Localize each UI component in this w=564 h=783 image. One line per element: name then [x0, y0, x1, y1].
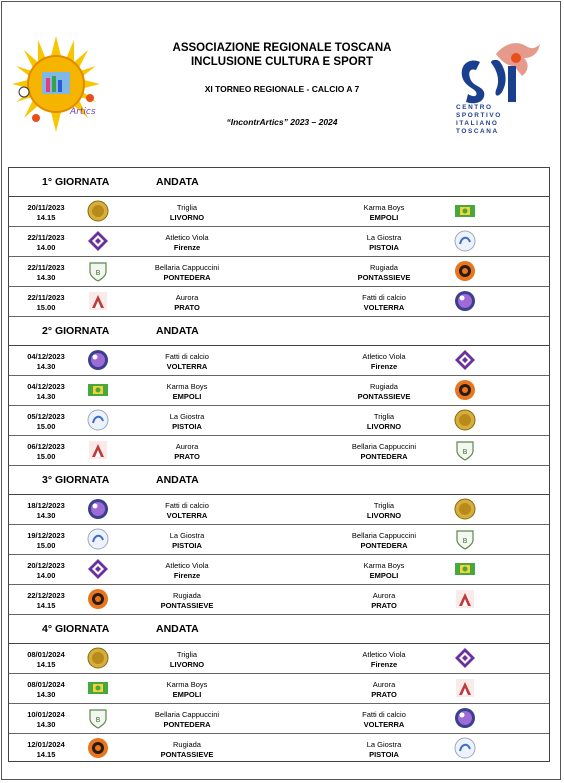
rugiada-badge-icon: [454, 379, 476, 401]
home-team: [117, 531, 257, 550]
home-team: [117, 591, 257, 610]
match-row: [9, 287, 549, 317]
match-time: 14.30: [36, 689, 56, 699]
away-team: [314, 591, 454, 610]
round-title: 4° GIORNATA: [42, 623, 110, 635]
match-date: 08/01/2024: [27, 680, 65, 689]
match-date: 08/01/2024: [27, 650, 65, 659]
match-time: 14.30: [36, 361, 56, 371]
match-time: 14.15: [36, 212, 56, 222]
svg-text:B: B: [95, 716, 101, 724]
match-row: [9, 227, 549, 257]
match-date: 20/12/2023: [27, 561, 65, 570]
away-team-name: Bellaria Cappuccini: [351, 531, 417, 540]
match-date: 22/11/2023: [27, 293, 65, 302]
home-team-name: Aurora: [175, 293, 199, 302]
match-date: 05/12/2023: [27, 412, 65, 421]
match-date: 19/12/2023: [27, 531, 65, 540]
karma-badge-icon: [87, 379, 109, 401]
match-date: 04/12/2023: [27, 352, 65, 361]
giostra-badge-icon: [87, 409, 109, 431]
match-datetime: [21, 501, 71, 520]
home-team: [117, 501, 257, 520]
match-row: [9, 644, 549, 674]
match-time: 15.00: [36, 451, 56, 461]
home-team-city: PISTOIA: [172, 540, 202, 550]
away-team: [314, 561, 454, 580]
match-date: 22/11/2023: [27, 233, 65, 242]
match-datetime: [21, 263, 71, 282]
away-team-city: PONTASSIEVE: [357, 391, 411, 401]
home-team-city: PRATO: [174, 451, 200, 461]
match-row: [9, 257, 549, 287]
away-team-city: Firenze: [370, 361, 398, 371]
away-team-city: Firenze: [370, 659, 398, 669]
home-team-name: Atletico Viola: [165, 233, 209, 242]
away-team-name: La Giostra: [366, 233, 402, 242]
away-team: [314, 740, 454, 759]
match-date: 18/12/2023: [27, 501, 65, 510]
away-team: [314, 710, 454, 729]
home-team: [117, 233, 257, 252]
home-team: [117, 382, 257, 401]
away-team: [314, 501, 454, 520]
match-date: 20/11/2023: [27, 203, 65, 212]
match-date: 04/12/2023: [27, 382, 65, 391]
away-team: [314, 203, 454, 222]
away-team-city: LIVORNO: [366, 421, 402, 431]
giostra-badge-icon: [454, 230, 476, 252]
match-time: 14.30: [36, 719, 56, 729]
home-team-name: Karma Boys: [166, 382, 208, 391]
bellaria-badge-icon: [454, 528, 476, 550]
csi-line: SPORTIVO: [456, 112, 502, 119]
away-team-city: PONTEDERA: [360, 451, 408, 461]
fatti-badge-icon: [454, 707, 476, 729]
round-phase: ANDATA: [156, 176, 199, 188]
karma-badge-icon: [87, 677, 109, 699]
aurora-badge-icon: [87, 290, 109, 312]
schedule-table: [8, 167, 550, 762]
away-team-city: EMPOLI: [369, 570, 399, 580]
away-team: [314, 650, 454, 669]
csi-line: ITALIANO: [456, 120, 499, 127]
home-team: [117, 293, 257, 312]
home-team-name: Atletico Viola: [165, 561, 209, 570]
triglia-badge-icon: [87, 647, 109, 669]
match-row: [9, 525, 549, 555]
csi-line: CENTRO: [456, 104, 493, 111]
home-team-name: Rugiada: [173, 740, 201, 749]
giostra-badge-icon: [454, 737, 476, 759]
bellaria-badge-icon: [87, 707, 109, 729]
home-team: [117, 740, 257, 759]
home-team: [117, 442, 257, 461]
round-phase: ANDATA: [156, 623, 199, 635]
home-team: [117, 650, 257, 669]
match-date: 10/01/2024: [27, 710, 65, 719]
association-title: ASSOCIAZIONE REGIONALE TOSCANA: [172, 42, 392, 54]
home-team-city: PRATO: [174, 302, 200, 312]
away-team: [314, 680, 454, 699]
round-title: 2° GIORNATA: [42, 325, 110, 337]
away-team-city: PISTOIA: [369, 749, 399, 759]
match-datetime: [21, 561, 71, 580]
away-team-name: La Giostra: [366, 740, 402, 749]
away-team: [314, 531, 454, 550]
home-team: [117, 203, 257, 222]
away-team-name: Atletico Viola: [362, 650, 406, 659]
away-team-name: Rugiada: [370, 263, 398, 272]
match-datetime: [21, 680, 71, 699]
round-phase: ANDATA: [156, 325, 199, 337]
match-date: 22/11/2023: [27, 263, 65, 272]
svg-text:Artics: Artics: [70, 107, 96, 117]
triglia-badge-icon: [454, 498, 476, 520]
triglia-badge-icon: [87, 200, 109, 222]
aurora-badge-icon: [454, 588, 476, 610]
match-datetime: [21, 591, 71, 610]
away-team: [314, 382, 454, 401]
match-row: [9, 197, 549, 227]
home-team: [117, 710, 257, 729]
away-team-name: Triglia: [373, 412, 395, 421]
rugiada-badge-icon: [87, 737, 109, 759]
match-row: [9, 585, 549, 615]
match-time: 14.30: [36, 510, 56, 520]
match-row: [9, 674, 549, 704]
home-team-city: PONTEDERA: [163, 719, 211, 729]
away-team: [314, 293, 454, 312]
home-team-name: Rugiada: [173, 591, 201, 600]
match-datetime: [21, 442, 71, 461]
karma-badge-icon: [454, 558, 476, 580]
match-datetime: [21, 412, 71, 431]
match-datetime: [21, 710, 71, 729]
match-datetime: [21, 531, 71, 550]
away-team-city: PISTOIA: [369, 242, 399, 252]
match-datetime: [21, 203, 71, 222]
fatti-badge-icon: [87, 349, 109, 371]
round-title: 3° GIORNATA: [42, 474, 110, 486]
round-phase: ANDATA: [156, 474, 199, 486]
bellaria-badge-icon: [87, 260, 109, 282]
svg-text:B: B: [462, 448, 468, 456]
away-team-name: Aurora: [372, 680, 396, 689]
away-team-city: PONTASSIEVE: [357, 272, 411, 282]
aurora-badge-icon: [454, 677, 476, 699]
away-team: [314, 263, 454, 282]
home-team-name: Bellaria Cappuccini: [154, 263, 220, 272]
home-team-city: PONTASSIEVE: [160, 600, 214, 610]
away-team-name: Aurora: [372, 591, 396, 600]
match-time: 15.00: [36, 540, 56, 550]
home-team: [117, 412, 257, 431]
match-date: 06/12/2023: [27, 442, 65, 451]
match-row: [9, 406, 549, 436]
home-team: [117, 352, 257, 371]
karma-badge-icon: [454, 200, 476, 222]
away-team: [314, 442, 454, 461]
away-team-city: EMPOLI: [369, 212, 399, 222]
match-row: [9, 555, 549, 585]
away-team-name: Bellaria Cappuccini: [351, 442, 417, 451]
round-header: [9, 615, 549, 644]
tournament-title: XI TORNEO REGIONALE - CALCIO A 7: [204, 84, 360, 94]
home-team-name: La Giostra: [169, 412, 205, 421]
match-row: [9, 436, 549, 466]
fatti-badge-icon: [87, 498, 109, 520]
home-team-city: EMPOLI: [172, 391, 202, 401]
viola-badge-icon: [454, 647, 476, 669]
home-team: [117, 561, 257, 580]
csi-line: TOSCANA: [456, 128, 499, 135]
home-team: [117, 680, 257, 699]
away-team-name: Fatti di calcio: [362, 710, 406, 719]
away-team-city: VOLTERRA: [363, 719, 405, 729]
home-team-city: LIVORNO: [169, 212, 205, 222]
round-header: [9, 317, 549, 346]
viola-badge-icon: [454, 349, 476, 371]
match-date: 22/12/2023: [27, 591, 65, 600]
viola-badge-icon: [87, 230, 109, 252]
match-datetime: [21, 740, 71, 759]
home-team-name: Triglia: [176, 650, 198, 659]
viola-badge-icon: [87, 558, 109, 580]
fatti-badge-icon: [454, 290, 476, 312]
rugiada-badge-icon: [454, 260, 476, 282]
match-datetime: [21, 293, 71, 312]
home-team-name: Aurora: [175, 442, 199, 451]
away-team-city: PONTEDERA: [360, 540, 408, 550]
round-header: [9, 466, 549, 495]
away-team-city: LIVORNO: [366, 510, 402, 520]
away-team: [314, 233, 454, 252]
away-team: [314, 352, 454, 371]
match-time: 14.15: [36, 600, 56, 610]
match-row: [9, 704, 549, 734]
match-time: 14.30: [36, 391, 56, 401]
match-row: [9, 346, 549, 376]
match-time: 14.30: [36, 272, 56, 282]
match-datetime: [21, 352, 71, 371]
away-team: [314, 412, 454, 431]
giostra-badge-icon: [87, 528, 109, 550]
home-team-name: Triglia: [176, 203, 198, 212]
home-team-name: Fatti di calcio: [165, 501, 209, 510]
aurora-badge-icon: [87, 439, 109, 461]
home-team-city: PONTEDERA: [163, 272, 211, 282]
rugiada-badge-icon: [87, 588, 109, 610]
match-datetime: [21, 650, 71, 669]
home-team-city: Firenze: [173, 570, 201, 580]
home-team-city: VOLTERRA: [166, 510, 208, 520]
match-row: [9, 495, 549, 525]
bellaria-badge-icon: [454, 439, 476, 461]
home-team-name: Karma Boys: [166, 680, 208, 689]
match-time: 14.15: [36, 749, 56, 759]
away-team-city: VOLTERRA: [363, 302, 405, 312]
home-team-city: PONTASSIEVE: [160, 749, 214, 759]
match-time: 14.00: [36, 242, 56, 252]
away-team-name: Atletico Viola: [362, 352, 406, 361]
svg-text:B: B: [462, 537, 468, 545]
home-team-city: Firenze: [173, 242, 201, 252]
away-team-city: PRATO: [371, 689, 397, 699]
association-subtitle: INCLUSIONE CULTURA E SPORT: [190, 56, 374, 68]
away-team-name: Fatti di calcio: [362, 293, 406, 302]
home-team-city: VOLTERRA: [166, 361, 208, 371]
match-row: [9, 376, 549, 406]
edition-title: “IncontrArtics” 2023 – 2024: [226, 117, 338, 127]
match-row: [9, 734, 549, 763]
svg-text:B: B: [95, 269, 101, 277]
away-team-name: Karma Boys: [363, 561, 405, 570]
match-time: 15.00: [36, 302, 56, 312]
home-team-name: Fatti di calcio: [165, 352, 209, 361]
home-team-city: PISTOIA: [172, 421, 202, 431]
match-date: 12/01/2024: [27, 740, 65, 749]
away-team-name: Rugiada: [370, 382, 398, 391]
away-team-city: PRATO: [371, 600, 397, 610]
round-title: 1° GIORNATA: [42, 176, 110, 188]
round-header: [9, 168, 549, 197]
match-time: 15.00: [36, 421, 56, 431]
away-team-name: Karma Boys: [363, 203, 405, 212]
match-time: 14.00: [36, 570, 56, 580]
home-team-name: Bellaria Cappuccini: [154, 710, 220, 719]
match-datetime: [21, 233, 71, 252]
home-team: [117, 263, 257, 282]
home-team-city: LIVORNO: [169, 659, 205, 669]
away-team-name: Triglia: [373, 501, 395, 510]
match-time: 14.15: [36, 659, 56, 669]
home-team-city: EMPOLI: [172, 689, 202, 699]
home-team-name: La Giostra: [169, 531, 205, 540]
match-datetime: [21, 382, 71, 401]
triglia-badge-icon: [454, 409, 476, 431]
